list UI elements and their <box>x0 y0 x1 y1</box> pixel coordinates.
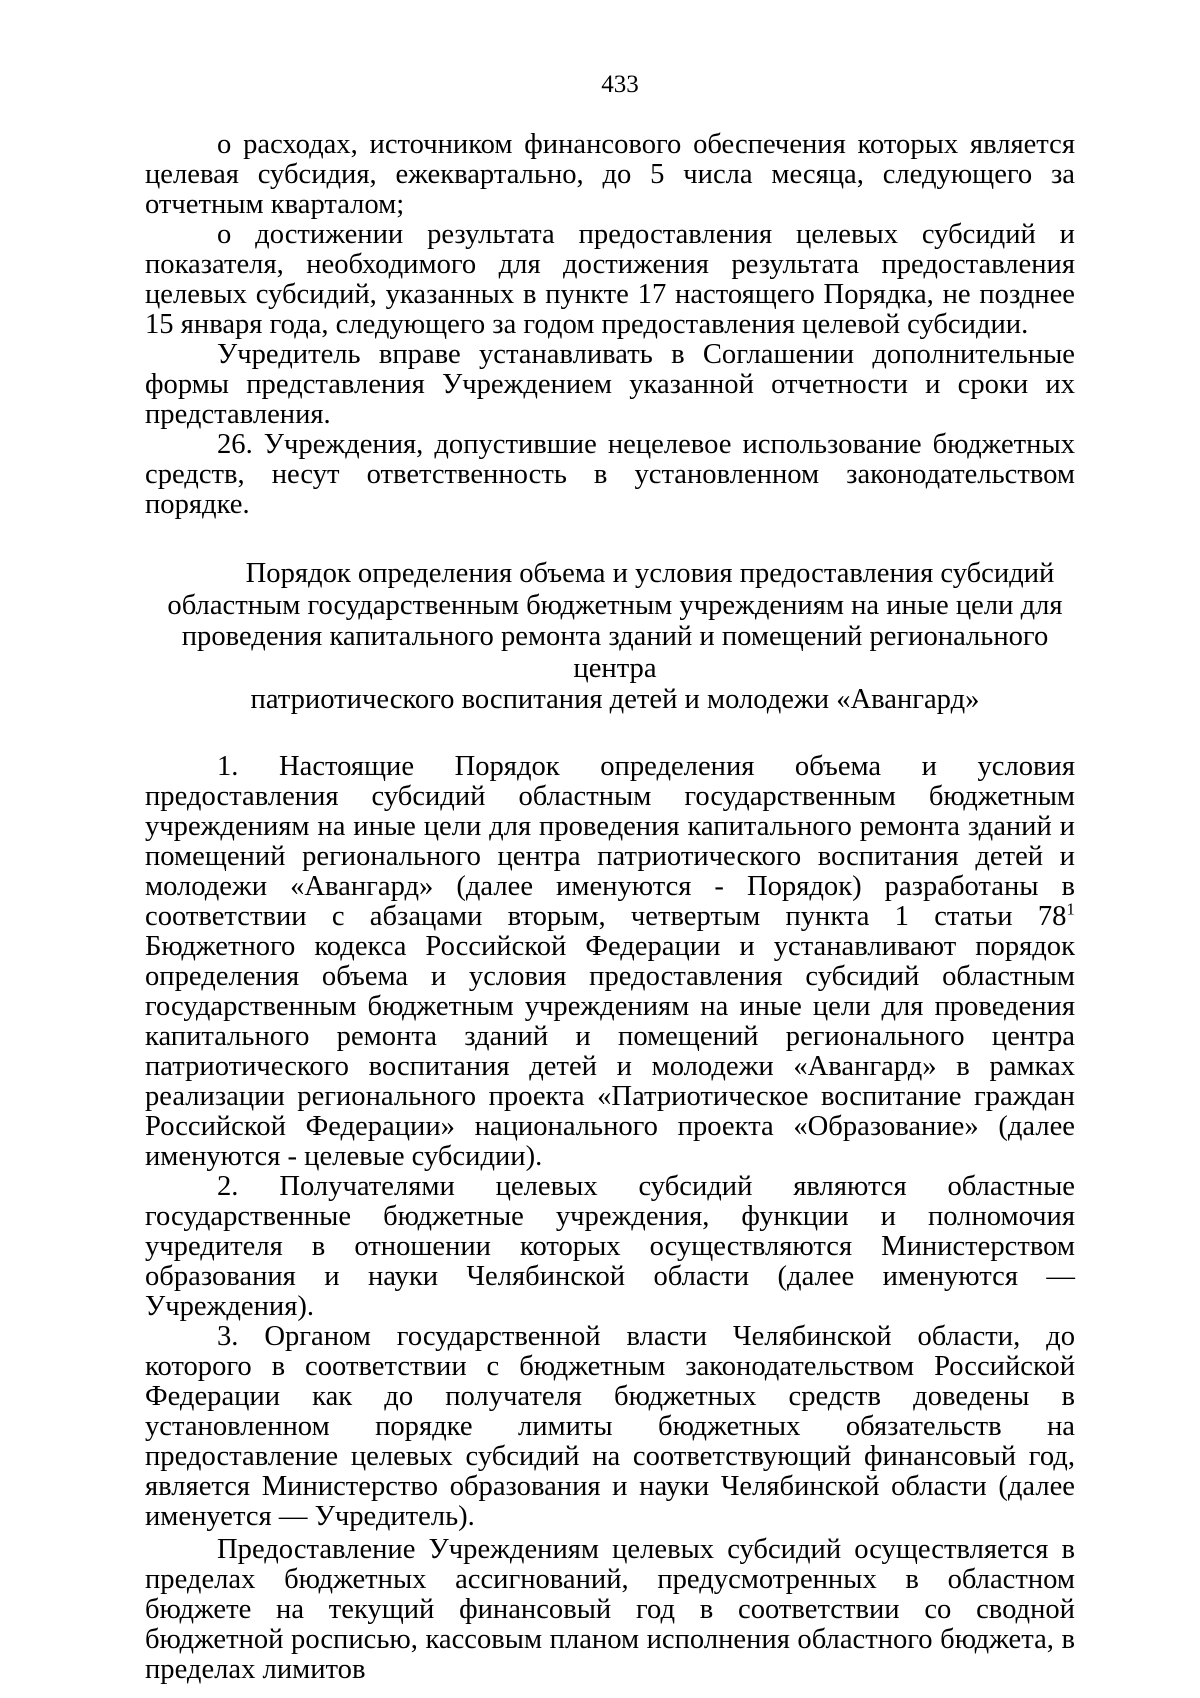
paragraph-2-recipients: 2. Получателями целевых субсидий являются областные государственные бюджетные учреждения, функции и полномочия учредителя в отношении которых осуществляются Министерством образования и науки Челябинской области (далее именуются — Учреждения). <box>145 1170 1075 1322</box>
article-superscript: 1 <box>1066 898 1075 918</box>
paragraph-expense-report: о расходах, источником финансового обеспечения которых является целевая субсидия, ежеквартально, до 5 числа месяца, следующего за отчетным кварталом; <box>145 129 1075 220</box>
page-number: 433 <box>601 71 639 98</box>
paragraph-founder-rights: Учредитель вправе устанавливать в Соглашении дополнительные формы представления Учреждением указанной отчетности и сроки их представления. <box>145 339 1075 430</box>
paragraph-3-authority: 3. Органом государственной власти Челябинской области, до которого в соответствии с бюджетным законодательством Российской Федерации как до получателя бюджетных средств доведены в установленном порядке лимиты бюджетных обязательств на предоставление целевых субсидий на соответствующий финансовый год, является Министерство образования и науки Челябинской области (далее именуется — Учредитель). <box>145 1320 1075 1532</box>
main-text-block <box>145 752 1075 1685</box>
section-title-line: Порядок определения объема и условия предоставления субсидий <box>245 558 1055 589</box>
top-text-block <box>145 130 1075 520</box>
section-title <box>145 558 1075 716</box>
section-title-line: патриотического воспитания детей и молодежи «Авангард» <box>250 684 980 715</box>
section-title-line: проведения капитального ремонта зданий и помещений регионального центра <box>181 621 1049 684</box>
paragraph-provision-limits: Предоставление Учреждениям целевых субсидий осуществляется в пределах бюджетных ассигнований, предусмотренных в областном бюджете на текущий финансовый год в соответствии со сводной бюджетной росписью, кассовым планом исполнения областного бюджета, в пределах лимитов <box>145 1533 1075 1685</box>
section-title-line: областным государственным бюджетным учреждениям на иные цели для <box>167 589 1063 621</box>
paragraph-1-scope <box>145 752 1075 1172</box>
paragraph-result-report: о достижении результата предоставления целевых субсидий и показателя, необходимого для достижения результата предоставления целевых субсидий, указанных в пункте 17 настоящего Порядка, не позднее 15 января года, следующего за годом предоставления целевой субсидии. <box>145 219 1075 340</box>
paragraph-1-text-a: 1. Настоящие Порядок определения объема и условия предоставления субсидий областным государственным бюджетным учреждениям на иные цели для проведения капитального ремонта зданий и помещений регионального центра патриотического воспитания детей и молодежи «Авангард» (далее именуются - Порядок) разработаны в соответствии с абзацами вторым, четвертым пункта 1 статьи 78 <box>145 750 1075 932</box>
paragraph-1-text-b: Бюджетного кодекса Российской Федерации и устанавливают порядок определения объема и условия предоставления субсидий областным государственным бюджетным учреждениям на иные цели для проведения капитального ремонта зданий и помещений регионального центра патриотического воспитания детей и молодежи «Авангард» в рамках реализации регионального проекта «Патриотическое воспитание граждан Российской Федерации» национального проекта «Образование» (далее именуются - целевые субсидии). <box>145 930 1075 1172</box>
paragraph-26-liability: 26. Учреждения, допустившие нецелевое использование бюджетных средств, несут ответственность в установленном законодательством порядке. <box>145 429 1075 520</box>
